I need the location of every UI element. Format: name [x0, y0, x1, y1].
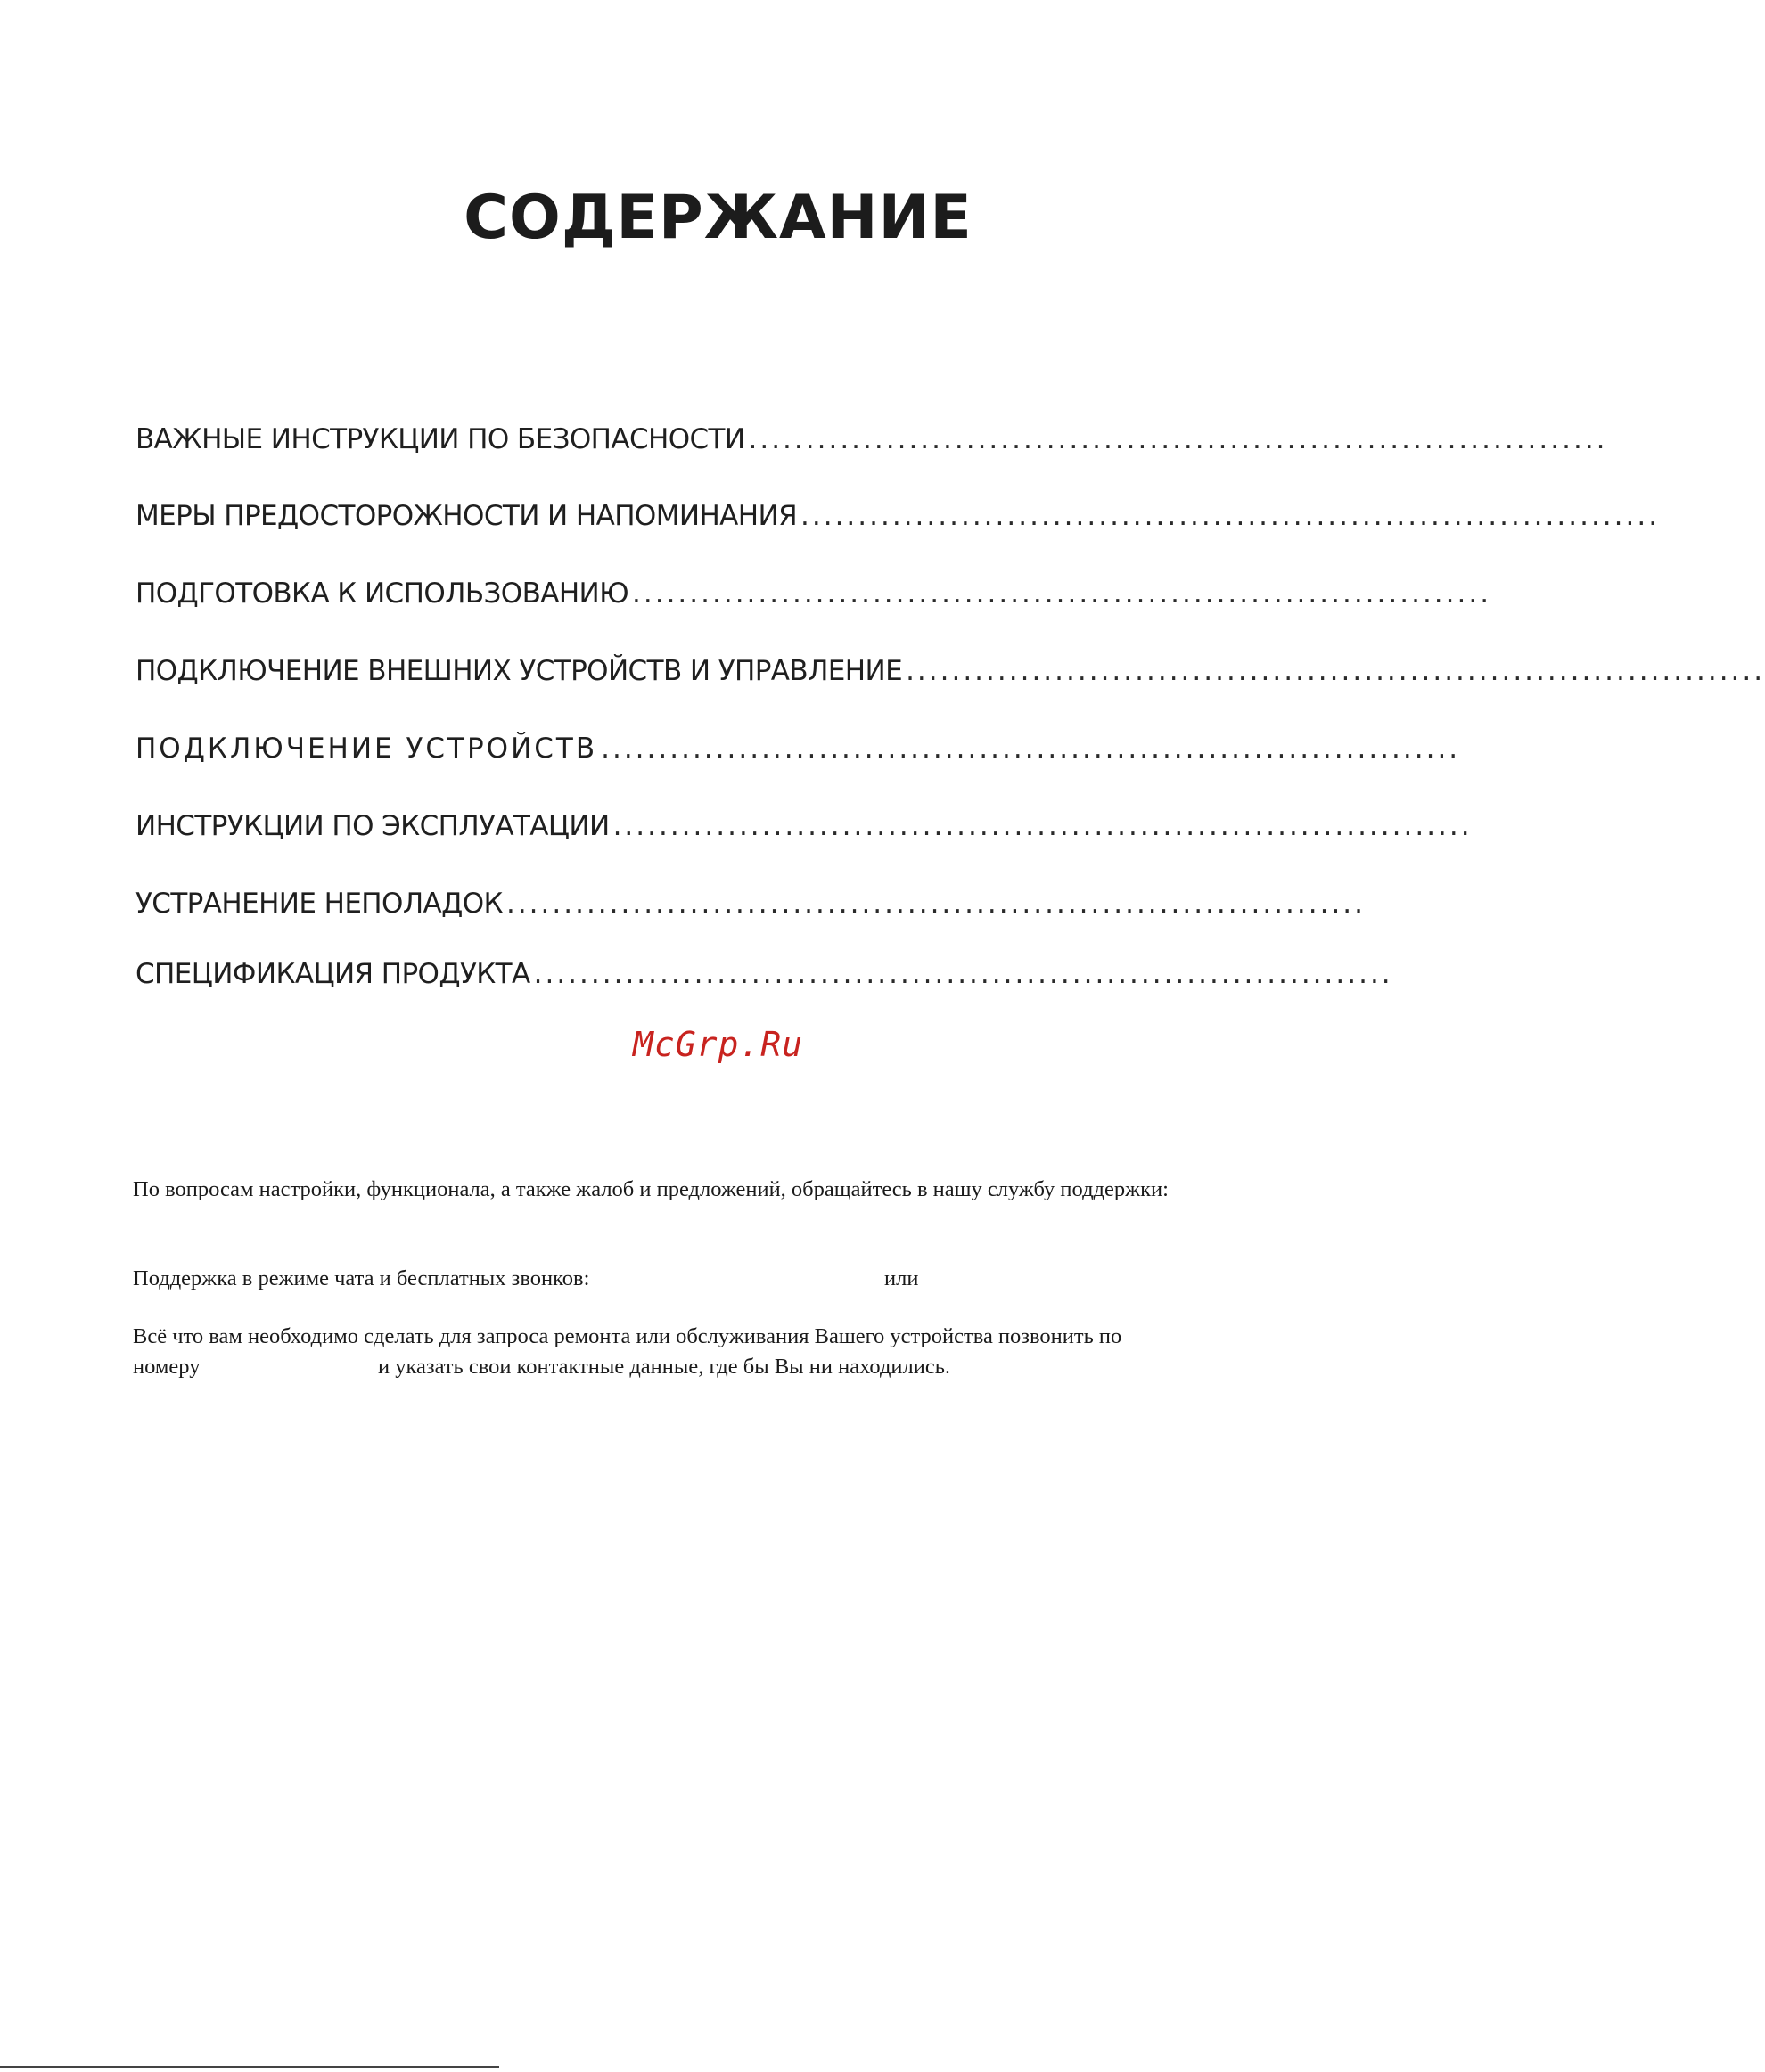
- toc-item-label: ПОДКЛЮЧЕНИЕ ВНЕШНИХ УСТРОЙСТВ И УПРАВЛЕНИЕ: [135, 655, 903, 687]
- toc-item-label: МЕРЫ ПРЕДОСТОРОЖНОСТИ И НАПОМИНАНИЯ: [135, 500, 798, 532]
- support-chat-label: Поддержка в режиме чата и бесплатных звонков:: [133, 1266, 590, 1290]
- repair-line-2: [133, 1352, 1121, 1382]
- toc-dot-leader: ...........................................................................: [601, 733, 1461, 765]
- support-chat-or: или: [884, 1266, 919, 1290]
- toc-item: [135, 810, 1473, 855]
- support-intro: По вопросам настройки, функционала, а также жалоб и предложений, обращайтесь в нашу службу поддержки:: [133, 1177, 1169, 1201]
- page-title: СОДЕРЖАНИЕ: [464, 183, 973, 253]
- toc-item-label: ИНСТРУКЦИИ ПО ЭКСПЛУАТАЦИИ: [135, 810, 610, 842]
- toc-dot-leader: ...........................................................................: [533, 958, 1393, 990]
- toc-item: [135, 958, 1393, 1003]
- bottom-divider: [0, 2066, 499, 2068]
- repair-line-1: Всё что вам необходимо сделать для запроса ремонта или обслуживания Вашего устройства позвонить по: [133, 1324, 1122, 1348]
- toc-item: [135, 888, 1367, 932]
- toc-dot-leader: ...........................................................................: [612, 810, 1473, 842]
- toc-item-label: СПЕЦИФИКАЦИЯ ПРОДУКТА: [135, 958, 530, 990]
- toc-item: [135, 655, 1765, 700]
- toc-item: [135, 500, 1661, 545]
- toc-dot-leader: ...........................................................................: [906, 655, 1765, 687]
- toc-item-label: ПОДГОТОВКА К ИСПОЛЬЗОВАНИЮ: [135, 577, 629, 610]
- toc-item: [135, 423, 1608, 468]
- repair-line-2-start: номеру: [133, 1355, 201, 1379]
- repair-paragraph: [133, 1322, 1121, 1382]
- support-chat-line: [133, 1264, 919, 1294]
- repair-line-2-rest: и указать свои контактные данные, где бы Вы ни находились.: [378, 1355, 951, 1379]
- toc-item-label: УСТРАНЕНИЕ НЕПОЛАДОК: [135, 888, 503, 920]
- toc-item-label: ПОДКЛЮЧЕНИЕ УСТРОЙСТВ: [135, 733, 598, 765]
- watermark-link[interactable]: McGrp.Ru: [632, 1025, 804, 1064]
- toc-item-label: ВАЖНЫЕ ИНСТРУКЦИИ ПО БЕЗОПАСНОСТИ: [135, 423, 745, 455]
- toc-dot-leader: ...........................................................................: [800, 500, 1661, 532]
- toc-dot-leader: ...........................................................................: [505, 888, 1367, 920]
- toc-dot-leader: ...........................................................................: [748, 423, 1608, 455]
- toc-item: [135, 733, 1461, 777]
- toc-dot-leader: ...........................................................................: [632, 577, 1492, 610]
- toc-item: [135, 577, 1492, 622]
